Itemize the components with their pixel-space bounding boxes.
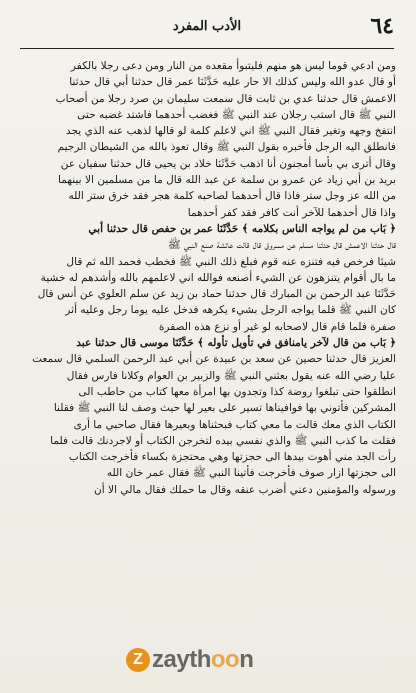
- text-line: ومن ادعي قوما ليس هو منهم فليتبوأ مقعده من النار ومن دعى رجلا بالكفر: [70, 60, 396, 72]
- text-line: من الله عز وجل ستر فاذا قال أحدهما لصاحبه كلمة هجر فقد خرق ستر الله: [68, 190, 396, 203]
- page-number: ٦٤: [370, 13, 394, 39]
- watermark-text-start: zayth: [152, 646, 211, 673]
- site-watermark: [126, 642, 312, 678]
- text-line: العزيز قال حدثنا حصين عن سعد بن عبيدة عن أبي عبد الرحمن السلمي قال سمعت: [32, 353, 396, 366]
- text-line: انطلقوا حتى تبلغوا روضة كذا وتجدون بها امرأة معها كتاب من حاطب الى: [78, 385, 396, 398]
- body-text: [18, 58, 396, 498]
- text-line: بريد بن أبي زياد عن عمرو بن سلمة عن عبد الله قال ما من مسلمين الا بينهما: [58, 174, 396, 187]
- text-line: ما بال أقوام يتنزهون عن الشيء أصنعه فوالله اني لاعلمهم بالله وأشدهم له خشية: [40, 271, 396, 284]
- text-line: فانطلق اليه الرجل فأخبره بقول النبي ﷺ وقال تعوذ بالله من الشيطان الرجيم: [57, 141, 396, 154]
- text-line: شيئا فرخص فيه فتنزه عنه قوم فبلغ ذلك النبي ﷺ فخطب فحمد الله ثم قال: [66, 255, 396, 268]
- watermark-text-end: n: [239, 646, 254, 673]
- text-line: انتفخ وجهه وتغير فقال النبي ﷺ اني لاعلم كلمة لو قالها لذهب عنه الذي يجد: [65, 125, 396, 138]
- chapter-heading-line: ﴿ بَاب من قال لآخر يامنافق في تأويل تأوله ﴾ حَدَّثَنَا موسى قال حدثنا عبد: [76, 337, 396, 350]
- text-line: صفرة فلما قام قال لاصحابه لو غير أو نزع هذه الصفرة: [158, 320, 396, 333]
- watermark-text: [152, 646, 253, 674]
- text-line: عليا رضي الله عنه يقول بعثني النبي ﷺ والزبير بن العوام وكلانا فارس فقال: [66, 369, 396, 382]
- text-line: الى حجزتها ازار صوف فأخرجت فأتينا النبي ﷺ فقال عمر خان الله: [106, 467, 396, 480]
- text-line: الكتاب الذي معك قالت ما معي كتاب فبحثناها وبعيرها فقال صاحبي ما أرى: [73, 418, 396, 431]
- text-line: وقال أترى بي بأسا أمجنون أنا اذهب حَدَّثَنَا خلاد بن يحيى قال حدثنا سفيان عن: [60, 157, 396, 170]
- text-line: النبي ﷺ قال استب رجلان عند النبي ﷺ فغضب أحدهما فاشتد غضبه حتى: [77, 108, 396, 121]
- header-rule: [20, 48, 394, 49]
- text-line: كان النبي ﷺ قلما يواجه الرجل بشيء يكرهه فدخل عليه يوما رجل وعليه أثر: [65, 304, 396, 317]
- page-header: [20, 8, 394, 52]
- text-line: رأت الجد مني أهوت بيدها الى حجزتها وهي محتجزة بكساء فأخرجت الكتاب: [68, 451, 396, 464]
- text-line: الاعمش قال حدثنا عدي بن ثابت قال سمعت سليمان بن صرد رجلا من أصحاب: [55, 92, 396, 105]
- running-title: الأدب المفرد: [172, 19, 242, 34]
- text-line: ورسوله والمؤمنين دعني أضرب عنقه وقال ما حملك فقال مالي الا أن: [93, 483, 396, 496]
- text-line: واذا قال أحدهما للآخر أنت كافر فقد كفر أحدهما: [187, 206, 396, 219]
- text-line: أو قال عدو الله وليس كذلك الا حار عليه حَدَّثَنَا عمر قال حدثنا أبي قال حدثنا: [69, 76, 396, 89]
- text-line: فقلت ما كذب النبي ﷺ والذي نفسي بيده لتخرجن الكتاب أو لاجردنك قالت فلما: [50, 434, 396, 447]
- watermark-logo-icon: Z: [126, 648, 150, 672]
- watermark-text-oo: oo: [210, 646, 240, 673]
- text-line: المشركين فأتوني بها فوافيناها تسير على بعير لها حيث وصف لنا النبي ﷺ فقلنا: [53, 402, 396, 415]
- text-line: حَدَّثَنَا عبد الرحمن بن المبارك قال حدثنا حماد بن زيد عن سلم العلوي عن أنس قال: [37, 288, 396, 301]
- chapter-heading-line: ﴿ بَاب من لم يواجه الناس بكلامه ﴾ حَدَّثَنَا عمر بن حفص قال حدثنا أبي: [88, 222, 396, 235]
- text-line: قال حدثنا الاعمش قال حدثنا مسلم عن مسروق قال قالت عائشة صنع النبي ﷺ: [167, 239, 396, 252]
